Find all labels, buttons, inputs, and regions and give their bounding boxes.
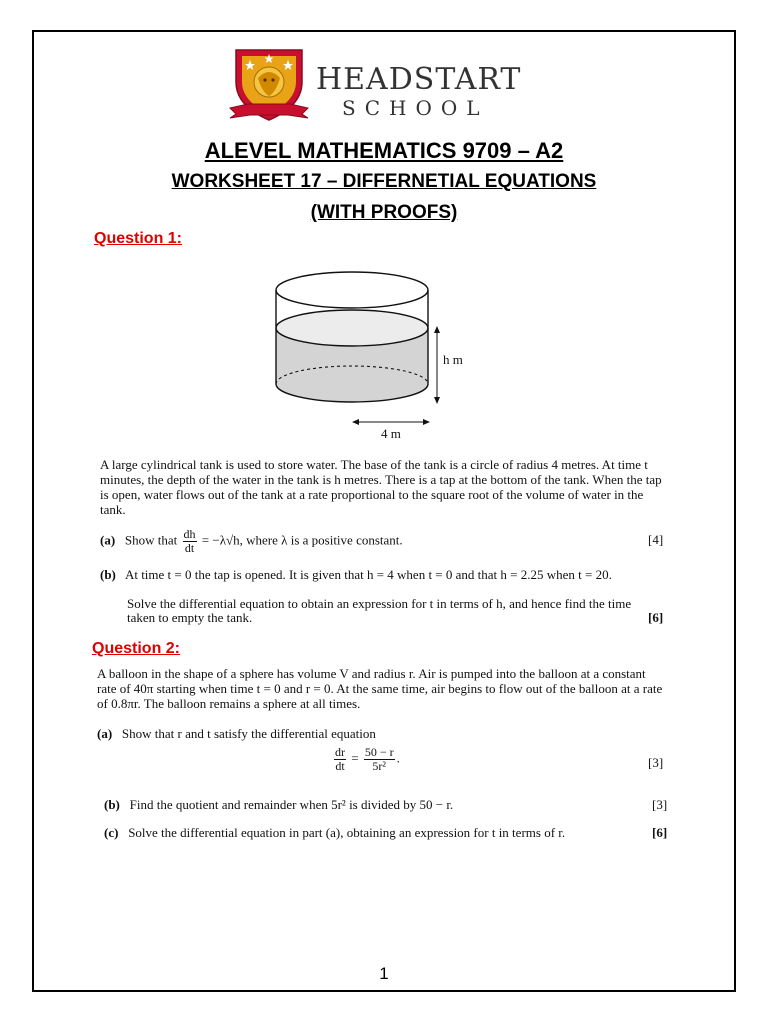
question-2-heading: Question 2: bbox=[92, 640, 181, 657]
derivative-fraction bbox=[183, 528, 197, 555]
worksheet-title: WORKSHEET 17 – DIFFERNETIAL EQUATIONS bbox=[171, 171, 597, 192]
cylinder-tank-diagram bbox=[268, 268, 468, 444]
marks-2b: [3] bbox=[652, 797, 668, 812]
marks-1a: [4] bbox=[648, 532, 664, 547]
part-label: (c) bbox=[104, 825, 119, 840]
fraction-denominator: dt bbox=[184, 541, 195, 555]
marks-2c: [6] bbox=[652, 825, 668, 840]
question-2c bbox=[104, 825, 565, 841]
page-title: ALEVEL MATHEMATICS 9709 – A2 bbox=[204, 138, 564, 163]
part-b-text: At time t = 0 the tap is opened. It is given that h = 4 when t = 0 and that h = 2.25 when t = 20. bbox=[124, 567, 612, 582]
question-1-paragraph: A large cylindrical tank is used to store water. The base of the tank is a circle of radius 4 metres. At time t minutes, the depth of the water in the tank is h metres. There is a tap at the bottom of the tank. When the tap is open, water flows out of the tank at a rate proportional to the square root of the volume of water in the tank. bbox=[100, 457, 662, 517]
school-subtitle: SCHOOL bbox=[342, 96, 489, 120]
differential-equation: $\frac{dr}{dt}$ = $\frac{50 - r}{\text{5r²}}$ . bbox=[335, 745, 400, 773]
worksheet-subtitle: (WITH PROOFS) bbox=[310, 202, 458, 223]
question-2a bbox=[97, 726, 376, 742]
marks-1b: [6] bbox=[648, 610, 664, 625]
part-c-text: Solve the differential equation in part (a), obtaining an expression for t in terms of r. bbox=[128, 825, 566, 840]
part-a-suffix: = −λ√h, where λ is a positive constant. bbox=[201, 532, 403, 548]
rhs-fraction bbox=[364, 746, 395, 773]
rhs-numerator: 50 − r bbox=[364, 745, 394, 759]
marks-2a: [3] bbox=[648, 755, 664, 770]
question-2b bbox=[104, 797, 453, 813]
lhs-numerator: dr bbox=[335, 745, 345, 759]
question-1b-line3: taken to empty the tank. bbox=[127, 610, 253, 625]
part-label: (a) bbox=[100, 532, 116, 548]
part-a-prefix: Show that bbox=[124, 532, 178, 548]
height-label: h m bbox=[443, 352, 463, 367]
question-2-paragraph: A balloon in the shape of a sphere has volume V and radius r. Air is pumped into the balloon at a constant rate of 40π starting when time t = 0 and r = 0. At the same time, air begins to flow out of the balloon at a rate of 0.8πr. The balloon remains a sphere at all times. bbox=[97, 666, 663, 711]
part-label: (b) bbox=[104, 797, 120, 812]
page-number: 1 bbox=[379, 964, 389, 983]
question-1b bbox=[100, 567, 612, 583]
part-a-text: Show that r and t satisfy the differential equation bbox=[121, 726, 376, 741]
shield-crest-icon bbox=[228, 42, 318, 124]
question-1b-line2: Solve the differential equation to obtain an expression for t in terms of h, and hence find the time bbox=[127, 596, 632, 611]
part-label: (a) bbox=[97, 726, 113, 741]
rhs-denominator: 5r² bbox=[372, 759, 387, 773]
question-1a bbox=[100, 528, 403, 555]
part-b-text: Find the quotient and remainder when 5r² is divided by 50 − r. bbox=[129, 797, 454, 812]
school-name: HEADSTART bbox=[316, 62, 522, 97]
fraction-numerator: dh bbox=[183, 527, 196, 541]
lhs-fraction bbox=[334, 746, 346, 773]
radius-label: 4 m bbox=[381, 426, 401, 441]
lhs-denominator: dt bbox=[335, 759, 345, 773]
question-1-heading: Question 1: bbox=[94, 230, 183, 247]
part-label: (b) bbox=[100, 567, 116, 582]
